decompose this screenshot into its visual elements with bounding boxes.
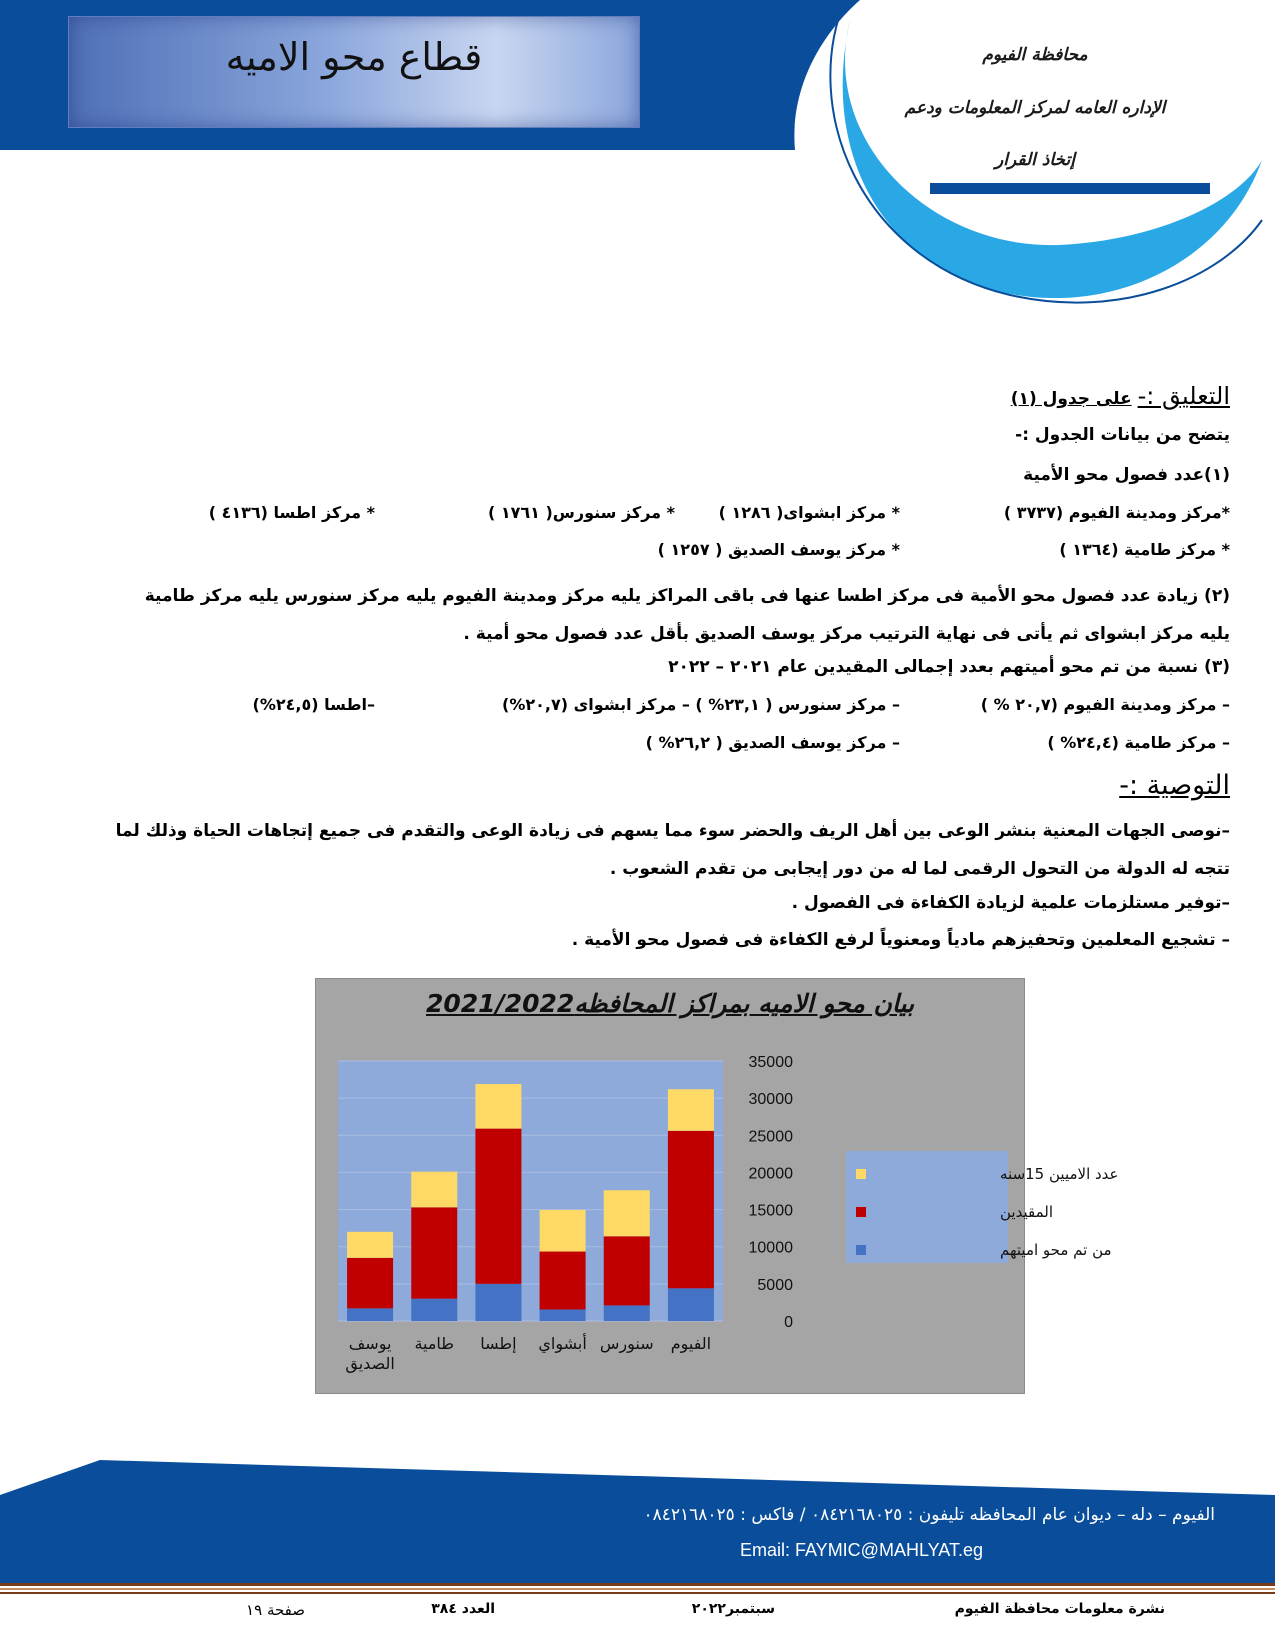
plot-area (338, 1061, 723, 1321)
page-title-box (68, 16, 640, 128)
x-tick-label: طامية (414, 1334, 455, 1353)
row2-item-tamia: * مركز طامية (١٣٦٤ ) (1059, 540, 1230, 559)
org-decision-support: إتخاذ القرار (995, 150, 1075, 170)
x-tick-label: إطسا (480, 1334, 517, 1353)
point1-title: (١)عدد فصول محو الأمية (1023, 465, 1230, 485)
recommendation-heading-line (1119, 770, 1230, 801)
bar-segment (411, 1299, 457, 1321)
y-tick-label: 20000 (748, 1165, 793, 1183)
legend-swatch (856, 1245, 866, 1255)
chart-frame (315, 978, 1119, 1394)
row4-item-tamia: – مركز طامية (٢٤,٤% ) (1047, 733, 1230, 752)
x-tick-label: سنورس (599, 1334, 654, 1353)
bar-segment (411, 1207, 457, 1298)
y-tick-label: 0 (784, 1314, 793, 1331)
page-title: قطاع محو الاميه (225, 35, 483, 79)
legend-box (846, 1151, 1008, 1263)
chart-title: بيان محو الاميه بمراكز المحافظه2021/2022 (425, 989, 915, 1018)
footer-page: صفحة ١٩ (246, 1601, 305, 1619)
legend-swatch (856, 1169, 866, 1179)
bar-segment (347, 1258, 393, 1309)
comment-heading-rest: على جدول (١) (1010, 389, 1132, 409)
x-tick-label: الفيوم (670, 1334, 712, 1353)
bar-segment (604, 1305, 650, 1321)
legend-label: عدد الاميين 15سنه (1000, 1165, 1119, 1183)
legend-swatch (856, 1207, 866, 1217)
bar-segment (475, 1129, 521, 1284)
row1-item-sinnuris: * مركز سنورس( ١٧٦١ ) (487, 503, 675, 522)
bar-segment (668, 1089, 714, 1131)
y-tick-label: 30000 (748, 1091, 793, 1109)
recommendation-p2: –توفير مستلزمات علمية لزيادة الكفاءة فى الفصول . (791, 893, 1230, 913)
row2-item-yusuf: * مركز يوسف الصديق ( ١٢٥٧ ) (657, 540, 900, 559)
row4-item-yusuf: – مركز يوسف الصديق ( ٢٦,٢% ) (645, 733, 900, 752)
comment-heading-line (1011, 382, 1230, 410)
y-tick-label: 25000 (748, 1128, 793, 1146)
recommendation-heading: التوصية :- (1119, 770, 1230, 801)
bar-segment (604, 1236, 650, 1305)
x-tick-label: أبشواي (538, 1334, 587, 1353)
org-governorate: محافظة الفيوم (982, 45, 1088, 65)
row1-item-fayoum: *مركز ومدينة الفيوم (٣٧٣٧ ) (1003, 503, 1230, 522)
chart-svg (316, 979, 1119, 1393)
row1-item-itsa: * مركز اطسا (٤١٣٦ ) (208, 503, 375, 522)
y-tick-label: 15000 (748, 1202, 793, 1220)
row3-item-itsa: –اطسا (٢٤,٥%) (252, 695, 375, 714)
footer-issue: العدد ٣٨٤ (431, 1601, 495, 1617)
point3-title: (٣) نسبة من تم محو أميتهم بعدد إجمالى المقيدين عام ٢٠٢١ – ٢٠٢٢ (668, 657, 1230, 677)
row3-item-fayoum: – مركز ومدينة الفيوم (٢٠,٧ % ) (980, 695, 1230, 714)
bar-segment (347, 1232, 393, 1258)
comment-intro: يتضح من بيانات الجدول :- (1015, 425, 1230, 445)
bar-segment (540, 1309, 586, 1321)
y-tick-label: 5000 (757, 1276, 793, 1294)
point2-paragraph: (٢) زيادة عدد فصول محو الأمية فى مركز اطسا عنها فى باقى المراكز يليه مركز ومدينة الفيوم يليه مركز سنورس يليه مركز طامية يليه مركز ابشواى ثم يأتى فى نهاية الترتيب مركز يوسف الصديق بأقل عدد فصول محو أمية . (144, 586, 1230, 644)
row3-item-sinnuris-ibshway: – مركز سنورس ( ٢٣,١% ) – مركز ابشواى (٢٠,٧%) (502, 695, 900, 714)
org-rule (930, 183, 1210, 194)
y-tick-label: 35000 (748, 1054, 793, 1071)
footer-contact: الفيوم – دله – ديوان عام المحافظه تليفون : ٠٨٤٢١٦٨٠٢٥ / فاكس : ٠٨٤٢١٦٨٠٢٥ (643, 1505, 1215, 1525)
bar-segment (411, 1172, 457, 1208)
legend-label: من تم محو اميتهم (1000, 1241, 1112, 1259)
bar-segment (668, 1131, 714, 1288)
bar-segment (668, 1288, 714, 1321)
footer-date: سبتمبر٢٠٢٢ (691, 1601, 775, 1617)
footer-band (0, 1455, 1275, 1595)
footer-email[interactable]: Email: FAYMIC@MAHLYAT.eg (740, 1540, 983, 1560)
footer-bulletin-name: نشرة معلومات محافظة الفيوم (954, 1601, 1165, 1617)
recommendation-p1: –نوصى الجهات المعنية بنشر الوعى بين أهل الريف والحضر سوء مما يسهم فى زيادة الوعى والتقدم فى جميع إتجاهات الحياة وذلك لما تتجه له الدولة من التحول الرقمى لما له من دور إيجابى من تقدم الشعوب . (115, 821, 1230, 879)
legend-label: المقيدين (1000, 1203, 1053, 1221)
bar-segment (604, 1190, 650, 1236)
org-department: الإداره العامه لمركز المعلومات ودعم (904, 98, 1166, 118)
row1-item-ibshway: * مركز ابشواى( ١٢٨٦ ) (718, 503, 900, 522)
bar-segment (347, 1308, 393, 1321)
bar-segment (540, 1210, 586, 1252)
bar-segment (540, 1252, 586, 1310)
bar-segment (475, 1084, 521, 1129)
x-tick-label: يوسف الصديق (345, 1334, 395, 1373)
comment-heading: التعليق :- (1137, 382, 1230, 410)
recommendation-p3: – تشجيع المعلمين وتحفيزهم مادياً ومعنوياً لرفع الكفاءة فى فصول محو الأمية . (571, 930, 1230, 950)
y-tick-label: 10000 (748, 1239, 793, 1257)
bar-segment (475, 1284, 521, 1321)
